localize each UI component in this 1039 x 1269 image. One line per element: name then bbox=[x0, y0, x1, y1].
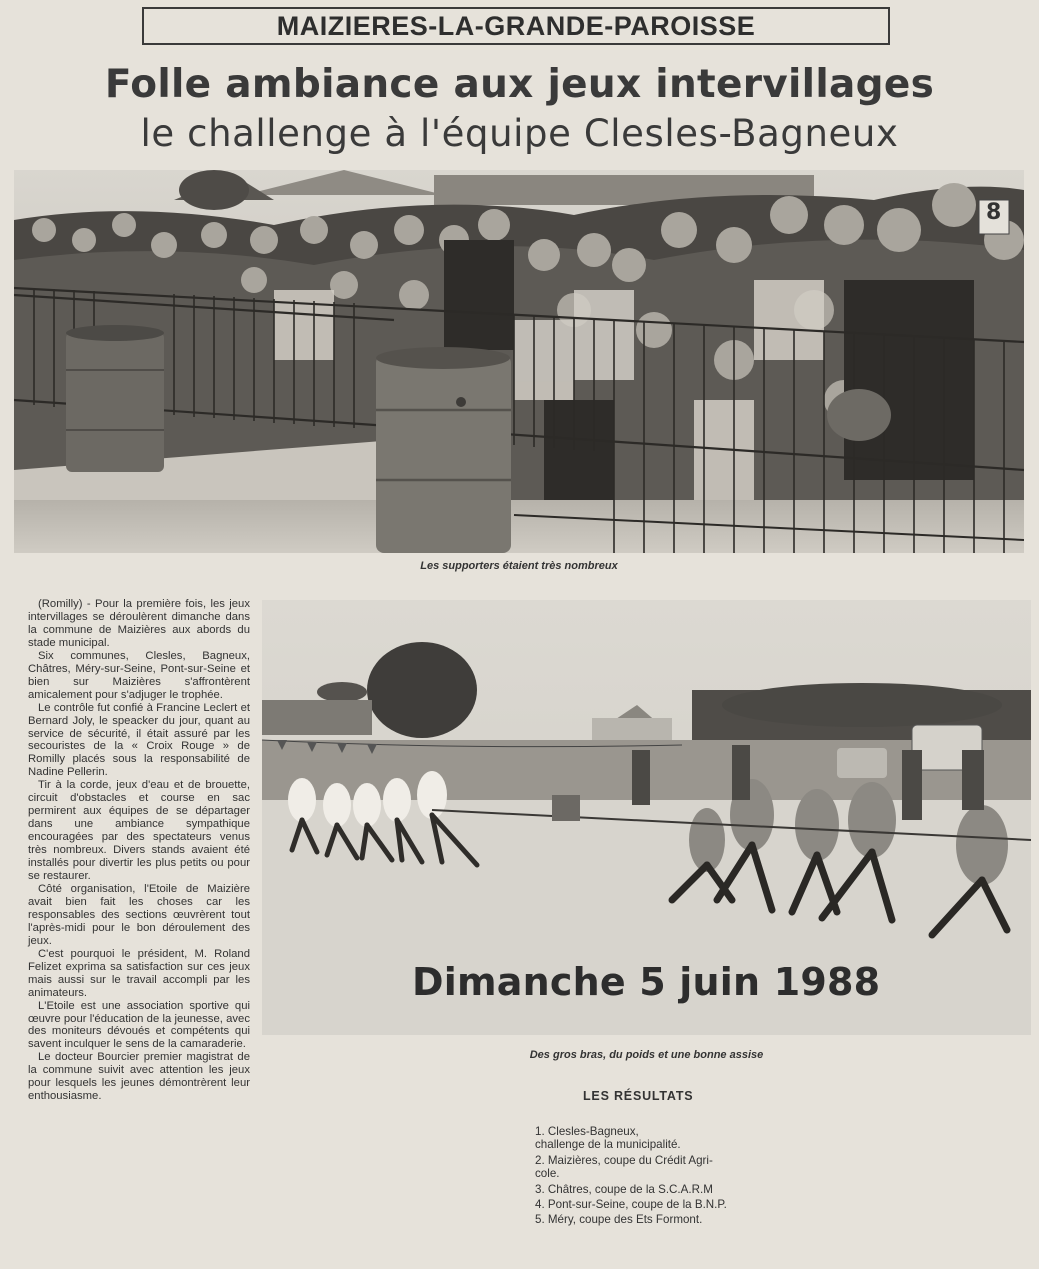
result-item bbox=[535, 1183, 795, 1196]
result-item bbox=[535, 1213, 795, 1226]
results-title: LES RÉSULTATS bbox=[583, 1089, 694, 1103]
article-paragraph: Le docteur Bourcier premier magistrat de la commune suivit avec attention les jeux pour lesquels les jeunes démontrèrent leur enthousiasme. bbox=[28, 1051, 250, 1103]
tug-of-war-caption: Des gros bras, du poids et une bonne assise bbox=[529, 1049, 764, 1061]
result-line: 2. Maizières, coupe du Crédit Agri- bbox=[535, 1153, 713, 1167]
article-paragraph: L'Etoile est une association sportive qui œuvre pour l'éducation de la jeunesse, avec des moniteurs dévoués et compétents qui savent inculquer le sens de la camaraderie. bbox=[28, 999, 250, 1051]
result-item bbox=[535, 1125, 795, 1152]
article-paragraph: (Romilly) - Pour la première fois, les jeux intervillages se déroulèrent dimanche dans la commune de Maizières aux abords du stade municipal. bbox=[28, 598, 250, 649]
result-line-continued: challenge de la municipalité. bbox=[535, 1138, 681, 1152]
section-kicker: MAIZIERES-LA-GRANDE-PAROISSE bbox=[142, 7, 890, 45]
result-line: 1. Clesles-Bagneux, bbox=[535, 1125, 639, 1138]
results-list bbox=[535, 1125, 795, 1229]
article-paragraph: Le contrôle fut confié à Francine Leclert et Bernard Joly, le speacker du jour, quant au service de sécurité, il était assuré par les secouristes de la « Croix Rouge » de Romilly placés sous la responsabilité de Nadine Pellerin. bbox=[28, 701, 250, 779]
subheadline: le challenge à l'équipe Clesles-Bagneux bbox=[140, 112, 899, 155]
result-line: 4. Pont-sur-Seine, coupe de la B.N.P. bbox=[535, 1198, 727, 1212]
crowd-photo bbox=[14, 170, 1024, 553]
result-line: 3. Châtres, coupe de la S.C.A.R.M bbox=[535, 1182, 713, 1196]
result-line: 5. Méry, coupe des Ets Formont. bbox=[535, 1213, 703, 1227]
result-item bbox=[535, 1198, 795, 1211]
article-paragraph: Tir à la corde, jeux d'eau et de brouette, circuit d'obstacles et course en sac permirent aux équipes de se départager dans une ambiance sympathique encouragées par des spectateurs venus très nombreux. Divers stands avaient été installés pour divertir les plus petits ou pour se restaurer. bbox=[28, 779, 250, 883]
article-paragraph: C'est pourquoi le président, M. Roland Felizet exprima sa satisfaction sur ces jeux mais aussi sur le travail accompli par les animateurs. bbox=[28, 947, 250, 999]
article-paragraph: Six communes, Clesles, Bagneux, Châtres, Méry-sur-Seine, Pont-sur-Seine et bien sur Maizières s'affrontèrent amicalement pour s'adjuger le trophée. bbox=[28, 649, 250, 701]
article-body bbox=[28, 598, 250, 1103]
article-paragraph: Côté organisation, l'Etoile de Maizière avait bien fait les choses car les responsables des sections œuvrèrent tout l'après-midi pour le bon déroulement des jeux. bbox=[28, 882, 250, 947]
flag-number: 8 bbox=[986, 200, 1002, 225]
result-item bbox=[535, 1154, 795, 1181]
result-line-continued: cole. bbox=[535, 1167, 560, 1181]
crowd-photo-caption: Les supporters étaient très nombreux bbox=[420, 560, 618, 572]
headline: Folle ambiance aux jeux intervillages bbox=[104, 62, 935, 107]
date-overlay: Dimanche 5 juin 1988 bbox=[412, 960, 881, 1004]
